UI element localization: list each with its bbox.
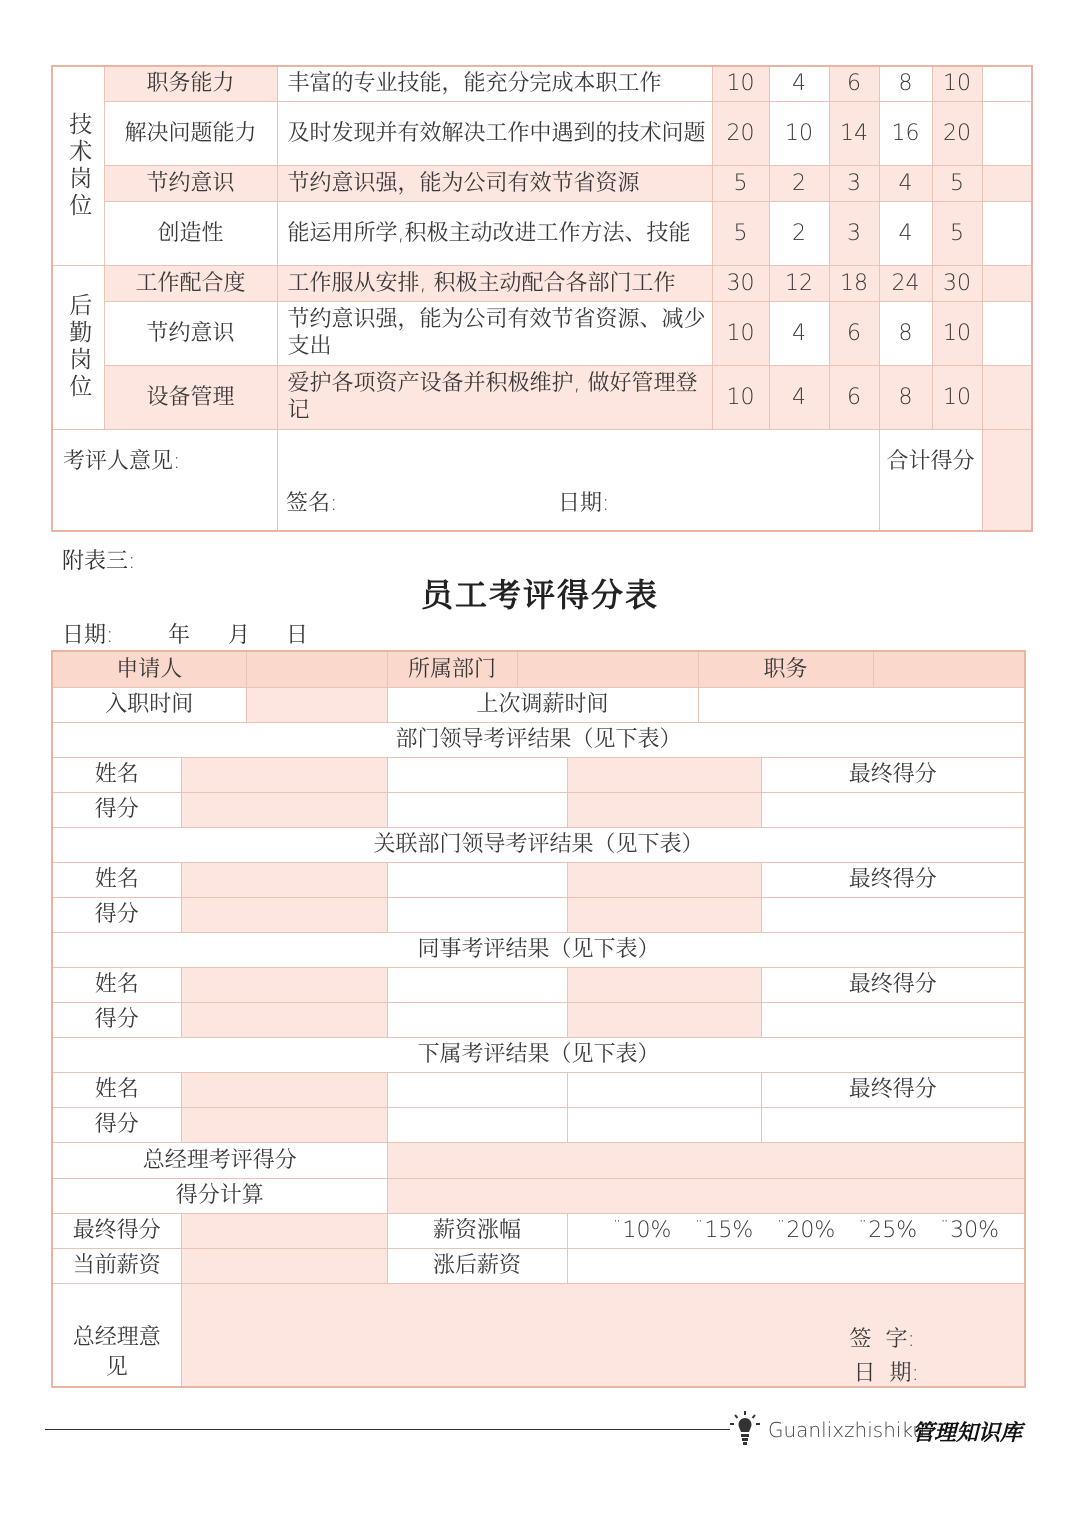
- section-title: 下属考评结果（见下表）: [52, 1037, 1025, 1072]
- department-field[interactable]: [517, 651, 698, 687]
- position-field[interactable]: [873, 651, 1025, 687]
- name-label: 姓名: [52, 757, 181, 792]
- score-cell: 4: [769, 66, 829, 101]
- name-field[interactable]: [567, 1072, 761, 1107]
- score-cell: 10: [769, 101, 829, 165]
- score-input[interactable]: [982, 265, 1032, 301]
- date-month: 月: [228, 623, 251, 648]
- score-cell: 4: [769, 365, 829, 429]
- score-field[interactable]: [387, 1002, 567, 1037]
- date-line-label: 日期:: [62, 623, 114, 648]
- score-input[interactable]: [982, 365, 1032, 429]
- score-field[interactable]: [567, 792, 761, 827]
- score-cell: 6: [829, 365, 879, 429]
- score-cell: 10: [712, 365, 769, 429]
- page-title: 员工考评得分表: [420, 576, 659, 614]
- score-cell: 5: [932, 165, 982, 201]
- raise-option[interactable]: ¨15%: [693, 1218, 754, 1243]
- final-score-label: 最终得分: [761, 862, 1025, 897]
- final-score-field[interactable]: [181, 1213, 387, 1248]
- lightbulb-icon: [728, 1410, 762, 1446]
- score-cell: 24: [879, 265, 932, 301]
- footer-divider: [45, 1429, 730, 1430]
- score-cell: 30: [932, 265, 982, 301]
- name-label: 姓名: [52, 967, 181, 1002]
- score-cell: 5: [932, 201, 982, 265]
- item-label: 解决问题能力: [104, 101, 277, 165]
- score-cell: 20: [932, 101, 982, 165]
- item-desc: 丰富的专业技能，能充分完成本职工作: [277, 66, 712, 101]
- calc-label: 得分计算: [52, 1178, 387, 1213]
- score-field[interactable]: [181, 1107, 387, 1142]
- score-cell: 5: [712, 165, 769, 201]
- gm-score-field[interactable]: [387, 1142, 1025, 1178]
- footer-logo: 管理知识库: [912, 1420, 1023, 1446]
- name-field[interactable]: [567, 757, 761, 792]
- score-cell: 18: [829, 265, 879, 301]
- current-salary-field[interactable]: [181, 1248, 387, 1283]
- score-cell: 4: [879, 201, 932, 265]
- applicant-field[interactable]: [246, 651, 387, 687]
- score-cell: 4: [879, 165, 932, 201]
- final-score-field[interactable]: [761, 792, 1025, 827]
- item-desc: 及时发现并有效解决工作中遇到的技术问题: [277, 101, 712, 165]
- score-input[interactable]: [982, 201, 1032, 265]
- item-label: 设备管理: [104, 365, 277, 429]
- score-cell: 20: [712, 101, 769, 165]
- final-score-label: 最终得分: [761, 967, 1025, 1002]
- score-label: 得分: [52, 1107, 181, 1142]
- score-input[interactable]: [982, 165, 1032, 201]
- score-input[interactable]: [982, 66, 1032, 101]
- score-cell: 12: [769, 265, 829, 301]
- score-cell: 10: [932, 365, 982, 429]
- gm-opinion-label: 总经理意见: [52, 1283, 181, 1387]
- item-label: 工作配合度: [104, 265, 277, 301]
- score-field[interactable]: [181, 897, 387, 932]
- last-raise-field[interactable]: [698, 687, 1025, 722]
- score-field[interactable]: [387, 1107, 567, 1142]
- section-title: 同事考评结果（见下表）: [52, 932, 1025, 967]
- gm-score-label: 总经理考评得分: [52, 1142, 387, 1178]
- item-label: 创造性: [104, 201, 277, 265]
- score-field[interactable]: [567, 1002, 761, 1037]
- new-salary-label: 涨后薪资: [387, 1248, 567, 1283]
- group-logistics: 后勤岗位: [52, 265, 104, 429]
- score-cell: 5: [712, 201, 769, 265]
- score-cell: 3: [829, 165, 879, 201]
- score-cell: 8: [879, 66, 932, 101]
- item-desc: 能运用所学,积极主动改进工作方法、技能: [277, 201, 712, 265]
- item-desc: 工作服从安排, 积极主动配合各部门工作: [277, 265, 712, 301]
- name-field[interactable]: [387, 967, 567, 1002]
- raise-option[interactable]: ¨30%: [939, 1218, 1000, 1243]
- score-field[interactable]: [387, 897, 567, 932]
- score-field[interactable]: [567, 1107, 761, 1142]
- gm-date-label: 日 期:: [853, 1360, 919, 1386]
- current-salary-label: 当前薪资: [52, 1248, 181, 1283]
- score-cell: 4: [769, 301, 829, 365]
- group-tech: 技术岗位: [52, 66, 104, 265]
- score-cell: 10: [712, 66, 769, 101]
- evaluation-criteria-table: [51, 65, 1033, 532]
- department-label: 所属部门: [387, 651, 517, 687]
- final-score-field[interactable]: [761, 897, 1025, 932]
- raise-option[interactable]: ¨25%: [857, 1218, 918, 1243]
- name-field[interactable]: [387, 1072, 567, 1107]
- score-label: 得分: [52, 897, 181, 932]
- item-desc: 节约意识强，能为公司有效节省资源: [277, 165, 712, 201]
- name-field[interactable]: [387, 757, 567, 792]
- appendix-label: 附表三:: [62, 549, 136, 574]
- score-field[interactable]: [181, 1002, 387, 1037]
- name-field[interactable]: [387, 862, 567, 897]
- item-desc: 节约意识强，能为公司有效节省资源、减少支出: [277, 301, 712, 365]
- score-field[interactable]: [387, 792, 567, 827]
- item-desc: 爱护各项资产设备并积极维护, 做好管理登记: [277, 365, 712, 429]
- score-field[interactable]: [181, 792, 387, 827]
- raise-options: [567, 1213, 1025, 1248]
- score-cell: 10: [932, 301, 982, 365]
- score-input[interactable]: [982, 301, 1032, 365]
- raise-option[interactable]: ¨10%: [611, 1218, 672, 1243]
- score-cell: 6: [829, 66, 879, 101]
- score-field[interactable]: [567, 897, 761, 932]
- score-cell: 30: [712, 265, 769, 301]
- score-label: 得分: [52, 1002, 181, 1037]
- calc-field[interactable]: [387, 1178, 1025, 1213]
- reviewer-opinion-label: 考评人意见:: [52, 429, 277, 531]
- score-cell: 16: [879, 101, 932, 165]
- name-field[interactable]: [567, 967, 761, 1002]
- name-field[interactable]: [567, 862, 761, 897]
- score-cell: 8: [879, 301, 932, 365]
- final-score-label: 最终得分: [761, 1072, 1025, 1107]
- position-label: 职务: [698, 651, 873, 687]
- name-field[interactable]: [181, 1072, 387, 1107]
- date-label: 日期:: [558, 491, 610, 516]
- gm-opinion-field[interactable]: [181, 1283, 1025, 1387]
- final-score-field[interactable]: [761, 1002, 1025, 1037]
- item-label: 职务能力: [104, 66, 277, 101]
- final-score-field[interactable]: [761, 1107, 1025, 1142]
- name-field[interactable]: [181, 862, 387, 897]
- name-label: 姓名: [52, 1072, 181, 1107]
- gm-sign-label: 签 字:: [849, 1326, 915, 1352]
- final-score-label: 最终得分: [761, 757, 1025, 792]
- new-salary-field[interactable]: [567, 1248, 1025, 1283]
- score-input[interactable]: [982, 101, 1032, 165]
- total-score-label: 合计得分: [879, 429, 982, 531]
- section-title: 关联部门领导考评结果（见下表）: [52, 827, 1025, 862]
- total-score-field[interactable]: [982, 429, 1032, 531]
- hire-date-label: 入职时间: [52, 687, 246, 722]
- hire-date-field[interactable]: [246, 687, 387, 722]
- score-cell: 8: [879, 365, 932, 429]
- score-cell: 2: [769, 201, 829, 265]
- applicant-label: 申请人: [52, 651, 246, 687]
- name-field[interactable]: [181, 757, 387, 792]
- section-title: 部门领导考评结果（见下表）: [52, 722, 1025, 757]
- date-year: 年: [168, 623, 191, 648]
- score-cell: 2: [769, 165, 829, 201]
- name-label: 姓名: [52, 862, 181, 897]
- raise-label: 薪资涨幅: [387, 1213, 567, 1248]
- score-summary-table: [51, 650, 1026, 1388]
- score-cell: 14: [829, 101, 879, 165]
- footer-brand: Guanlixzhishiku: [768, 1418, 926, 1442]
- sign-label: 签名:: [286, 491, 338, 516]
- final-score-label: 最终得分: [52, 1213, 181, 1248]
- score-cell: 3: [829, 201, 879, 265]
- score-cell: 10: [932, 66, 982, 101]
- last-raise-label: 上次调薪时间: [387, 687, 698, 722]
- score-cell: 6: [829, 301, 879, 365]
- date-day: 日: [286, 623, 309, 648]
- score-cell: 10: [712, 301, 769, 365]
- score-label: 得分: [52, 792, 181, 827]
- raise-option[interactable]: ¨20%: [775, 1218, 836, 1243]
- name-field[interactable]: [181, 967, 387, 1002]
- item-label: 节约意识: [104, 165, 277, 201]
- item-label: 节约意识: [104, 301, 277, 365]
